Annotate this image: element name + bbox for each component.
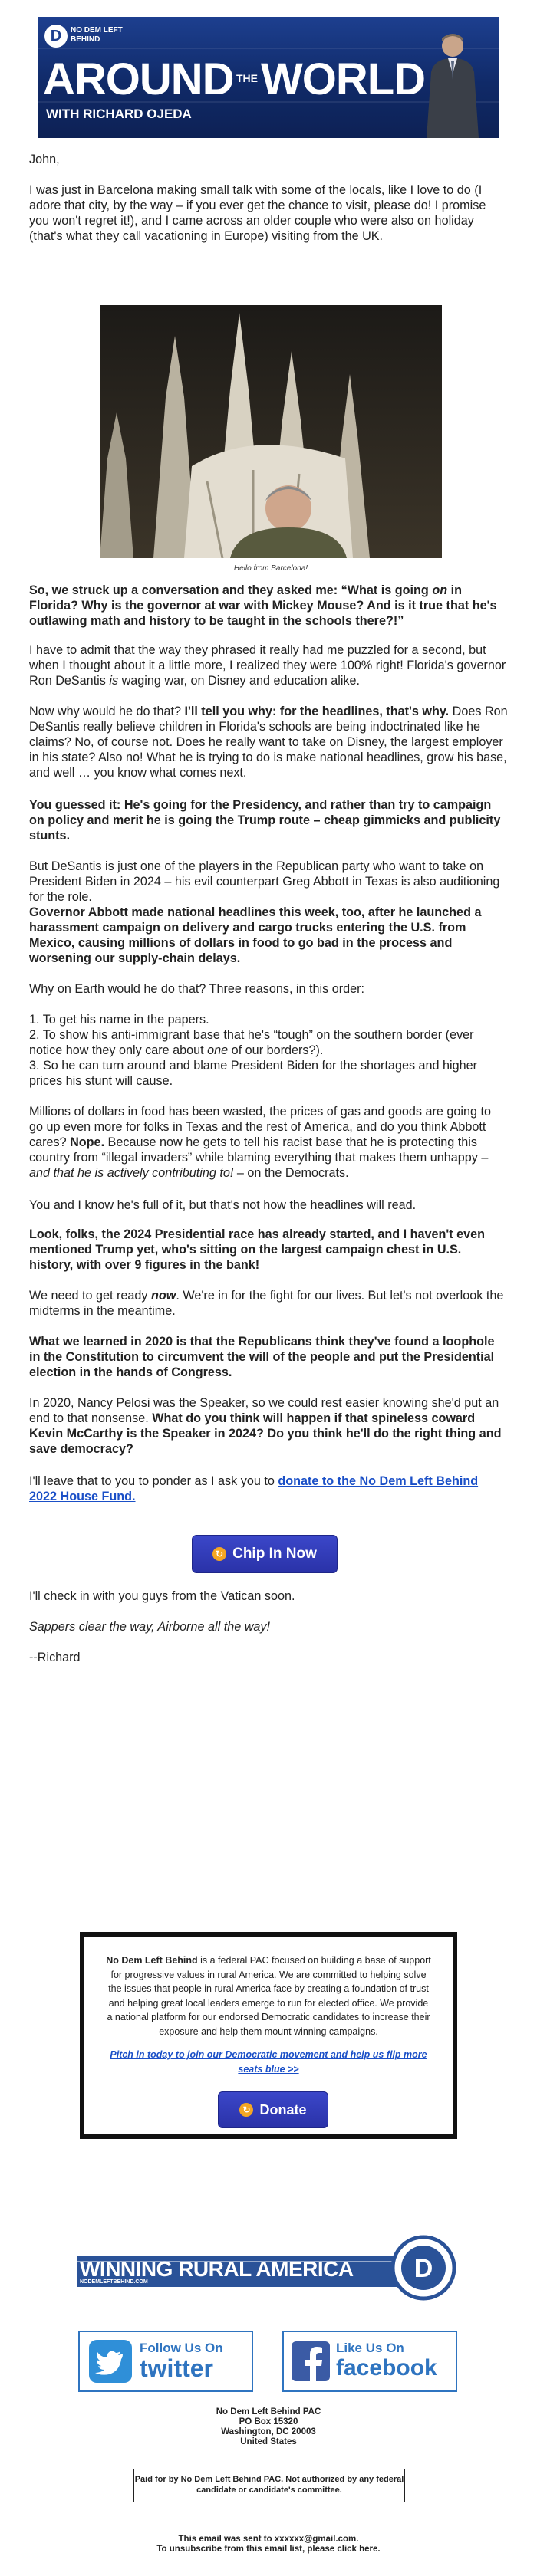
paragraph-12: We need to get ready now. We're in for the fight for our lives. But let's not overlook the midterms in the meantime. (29, 1289, 504, 1318)
mailing-address (0, 2407, 537, 2447)
paid-for-disclaimer: Paid for by No Dem Left Behind PAC. Not authorized by any federal candidate or candidate's committee. (133, 2469, 405, 2502)
reason-item: 3. So he can turn around and blame President Biden for the shortages and higher prices his stunt will cause. (29, 1059, 478, 1088)
twitter-line2: twitter (140, 2354, 213, 2382)
paragraph-2: So, we struck up a conversation and they asked me: “What is going on in Florida? Why is the governor at war with Mickey Mouse? And is it true that he's outlawing math and history to be taught in the schools there?!” (29, 583, 497, 628)
paragraph-11: Look, folks, the 2024 Presidential race has already started, and I haven't even mentioned Trump yet, who's sitting on the largest campaign chest in U.S. history, with over 9 figures in the bank! (29, 1227, 486, 1272)
paragraph-14: In 2020, Nancy Pelosi was the Speaker, so we could rest easier knowing she'd put an end to that nonsense. What do you think will happen if that spineless coward Kevin McCarthy is the Speaker in 2024? Do you think he'll do the right thing and save democracy? (29, 1396, 502, 1456)
refresh-icon: ↻ (239, 2103, 253, 2117)
donate-house-fund-link[interactable]: donate to the No Dem Left Behind 2022 House Fund. (29, 1474, 479, 1503)
banner-title-world: WORLD (261, 54, 426, 104)
paragraph-15: I'll leave that to you to ponder as I ask you to donate to the No Dem Left Behind 2022 House Fund. (29, 1474, 479, 1503)
pac-pitch-in-link[interactable]: Pitch in today to join our Democratic movement and help us flip more seats blue >> (110, 2049, 427, 2075)
address-line: PO Box 15320 (239, 2417, 298, 2426)
winning-url: NODEMLEFTBEHIND.COM (80, 2279, 148, 2285)
pac-info-box (80, 1932, 457, 2139)
banner-title-the: THE (236, 72, 258, 84)
facebook-line2: facebook (336, 2355, 437, 2380)
unsubscribe-link[interactable]: To unsubscribe from this email list, please click here. (156, 2545, 381, 2554)
twitter-follow-button[interactable] (78, 2331, 253, 2392)
banner-subtitle: WITH RICHARD OJEDA (46, 107, 192, 121)
signoff: Sappers clear the way, Airborne all the way! (29, 1620, 271, 1634)
paragraph-8: Why on Earth would he do that? Three reasons, in this order: (29, 982, 365, 996)
twitter-line1: Follow Us On (140, 2341, 223, 2355)
chip-in-label: Chip In Now (232, 1546, 317, 1562)
logo-text: NO DEM LEFT BEHIND (71, 26, 123, 44)
banner-title-around: AROUND (43, 54, 234, 104)
paragraph-16: I'll check in with you guys from the Vatican soon. (29, 1589, 295, 1603)
photo-caption: Hello from Barcelona! (233, 564, 308, 573)
barcelona-photo (100, 305, 442, 558)
winning-title: WINNING RURAL AMERICA (80, 2257, 354, 2281)
greeting: John, (29, 153, 60, 166)
address-line: United States (240, 2437, 297, 2446)
facebook-like-button[interactable] (282, 2331, 457, 2392)
paragraph-9: Millions of dollars in food has been wasted, the prices of gas and goods are going to go up even more for folks in Texas and the rest of America, and do you think Abbott cares? Nope. Because now he gets to tell his racist base that he is protecting this country from “illegal invaders” while blaming everything that makes them unhappy – and that he is actively contributing to! – on the Democrats. (29, 1105, 492, 1180)
logo-icon: D (44, 25, 68, 48)
header-banner (38, 17, 499, 138)
paragraph-7: Governor Abbott made national headlines this week, too, after he launched a harassment campaign on delivery and cargo trucks entering the U.S. from Mexico, causing millions of dollars in food to go bad in the process and worsening our supply-chain delays. (29, 905, 482, 965)
chip-in-button[interactable] (192, 1535, 338, 1573)
twitter-icon (86, 2337, 135, 2386)
paragraph-3: I have to admit that the way they phrased it really had me puzzled for a second, but when I thought about it a little more, I realized they were 100% right! Florida's governor Ron DeSantis is waging war, on Disney and education alike. (29, 643, 506, 688)
address-line: No Dem Left Behind PAC (216, 2407, 321, 2417)
refresh-icon: ↻ (212, 1547, 226, 1561)
donate-label: Donate (259, 2102, 307, 2118)
paragraph-6: But DeSantis is just one of the players in the Republican party who want to take on President Biden in 2024 – his evil counterpart Greg Abbott in Texas is also auditioning for the role. (29, 859, 500, 904)
paragraph-10: You and I know he's full of it, but that's not how the headlines will read. (29, 1198, 417, 1212)
winning-rural-america-logo (77, 2235, 460, 2301)
paragraph-5: You guessed it: He's going for the Presidency, and rather than try to campaign on policy and merit he is going the Trump route – cheap gimmicks and publicity stunts. (29, 798, 501, 843)
email-footnote (0, 2535, 537, 2555)
pac-description: No Dem Left Behind is a federal PAC focused on building a base of support for progressive values in rural America. We are committed to helping solve the issues that people in rural America face by creating a foundation of trust and helping great local leaders emerge to run for elected office. We provide a national platform for our endorsed Democratic candidates to increase their exposure and help them mount winning campaigns. (106, 1955, 431, 2037)
svg-text:D: D (413, 2254, 433, 2283)
reason-item: 1. To get his name in the papers. (29, 1013, 209, 1027)
paragraph-4: Now why would he do that? I'll tell you why: for the headlines, that's why. Does Ron DeSantis really believe children in Florida's schools are being indoctrinated like he claims? No, of course not. Does he really want to take on Disney, the largest employer in his state? Also no! What he is trying to do is make national headlines, grow his base, and well … you know what comes next. (29, 705, 508, 780)
paragraph-1: I was just in Barcelona making small talk with some of the locals, like I love to do (I adore that city, by the way – if you ever get the chance to visit, please do! I promise you won't regret it!), and I came across an older couple who were also on holiday (that's what they call vacationing in Europe) visiting from the UK. (29, 183, 486, 243)
richard-portrait (414, 26, 488, 138)
reason-item: 2. To show his anti-immigrant base that he's “tough” on the southern border (ever notice how they only care about one of our borders?). (29, 1028, 474, 1057)
address-line: Washington, DC 20003 (221, 2427, 316, 2436)
facebook-icon (290, 2337, 331, 2386)
signature: --Richard (29, 1651, 81, 1664)
reasons-list (29, 1012, 508, 1089)
facebook-line1: Like Us On (336, 2341, 404, 2355)
donate-button[interactable] (218, 2091, 328, 2128)
sent-to-text: This email was sent to xxxxxx@gmail.com. (178, 2535, 359, 2544)
paragraph-13: What we learned in 2020 is that the Republicans think they've found a loophole in the Constitution to circumvent the will of the people and put the Presidential election in the hands of Congress. (29, 1335, 495, 1379)
